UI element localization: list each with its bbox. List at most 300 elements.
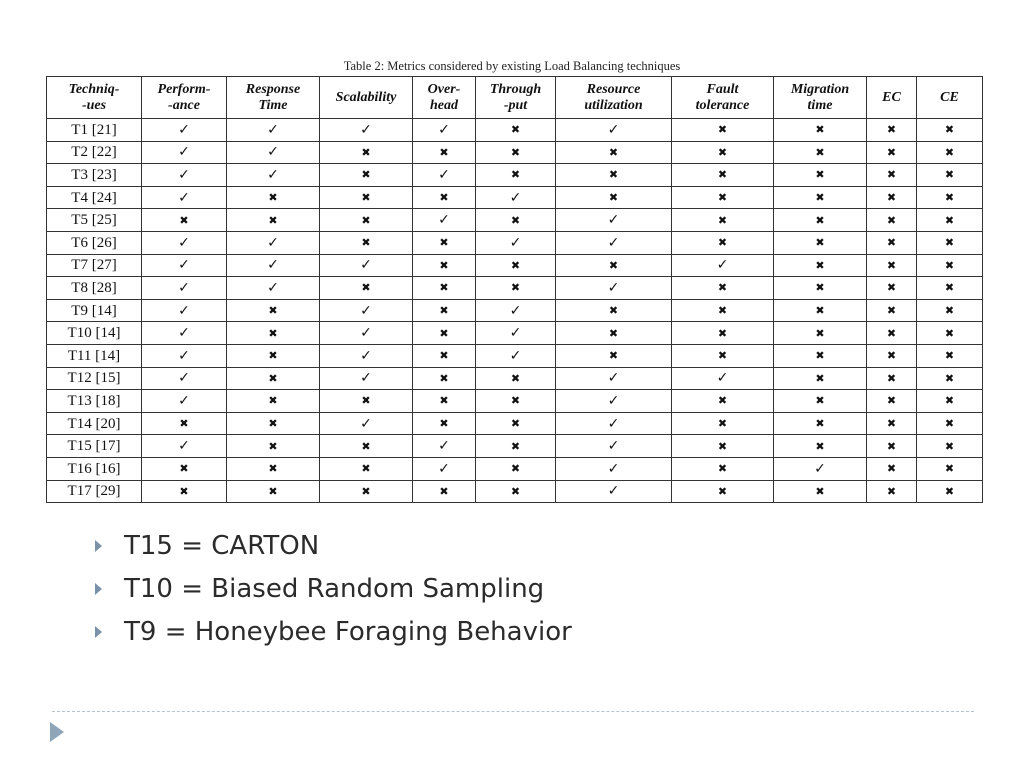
cross-icon: ✖ — [608, 168, 619, 182]
metric-cell — [227, 209, 320, 232]
technique-label: T9 [14] — [47, 299, 142, 322]
metric-cell — [867, 141, 917, 164]
table-row — [47, 367, 983, 390]
check-icon: ✓ — [178, 392, 190, 409]
metric-cell — [476, 277, 556, 300]
metric-cell — [413, 141, 476, 164]
check-icon: ✓ — [360, 415, 372, 432]
cross-icon: ✖ — [944, 462, 955, 476]
metric-cell — [227, 186, 320, 209]
column-header — [556, 77, 672, 119]
column-header-text: Techniq- — [68, 81, 120, 97]
metric-cell — [413, 164, 476, 187]
check-icon: ✓ — [607, 212, 620, 229]
metric-cell — [774, 254, 867, 277]
metric-cell — [142, 412, 227, 435]
metric-cell — [867, 344, 917, 367]
metric-cell — [320, 322, 413, 345]
cross-icon: ✖ — [815, 484, 825, 498]
metric-cell — [227, 367, 320, 390]
technique-label: T3 [23] — [47, 164, 142, 187]
cross-icon: ✖ — [944, 394, 955, 408]
metric-cell — [556, 299, 672, 322]
cross-icon: ✖ — [439, 484, 449, 498]
metric-cell — [917, 254, 983, 277]
cross-icon: ✖ — [815, 326, 825, 340]
metrics-table — [46, 76, 983, 503]
check-icon: ✓ — [178, 302, 190, 319]
footer-triangle-icon — [50, 722, 64, 742]
cross-icon: ✖ — [361, 236, 371, 250]
cross-icon: ✖ — [179, 484, 189, 498]
column-header — [413, 77, 476, 119]
check-icon: ✓ — [509, 347, 522, 364]
metric-cell — [476, 322, 556, 345]
column-header-text: CE — [940, 89, 959, 105]
metric-cell — [867, 412, 917, 435]
cross-icon: ✖ — [268, 439, 278, 453]
metric-cell — [867, 119, 917, 142]
cross-icon: ✖ — [717, 123, 728, 137]
metric-cell — [476, 367, 556, 390]
column-header-text: Response — [245, 81, 301, 97]
column-header-text: -put — [503, 97, 528, 113]
table-row — [47, 322, 983, 345]
column-header — [774, 77, 867, 119]
metric-cell — [867, 231, 917, 254]
metric-cell — [917, 457, 983, 480]
check-icon: ✓ — [178, 325, 190, 342]
cross-icon: ✖ — [717, 462, 728, 476]
column-header — [320, 77, 413, 119]
metric-cell — [774, 186, 867, 209]
cross-icon: ✖ — [268, 213, 278, 227]
bullet-text: T9 = Honeybee Foraging Behavior — [124, 617, 572, 647]
check-icon: ✓ — [178, 189, 190, 206]
table-header-row — [47, 77, 983, 119]
metric-cell — [672, 119, 774, 142]
metric-cell — [867, 457, 917, 480]
metric-cell — [413, 277, 476, 300]
table-row — [47, 231, 983, 254]
column-header — [47, 77, 142, 119]
metric-cell — [917, 186, 983, 209]
metric-cell — [476, 412, 556, 435]
metric-cell — [142, 457, 227, 480]
metric-cell — [227, 322, 320, 345]
metric-cell — [672, 480, 774, 503]
metric-cell — [476, 164, 556, 187]
check-icon: ✓ — [814, 460, 826, 477]
cross-icon: ✖ — [815, 168, 825, 182]
check-icon: ✓ — [607, 279, 620, 296]
cross-icon: ✖ — [268, 462, 278, 476]
cross-icon: ✖ — [886, 417, 897, 431]
cross-icon: ✖ — [268, 326, 278, 340]
check-icon: ✓ — [438, 438, 450, 455]
check-icon: ✓ — [716, 370, 729, 387]
cross-icon: ✖ — [361, 439, 371, 453]
cross-icon: ✖ — [886, 236, 897, 250]
cross-icon: ✖ — [815, 281, 825, 295]
metric-cell — [774, 435, 867, 458]
metric-cell — [142, 254, 227, 277]
bullet-list — [92, 528, 572, 657]
cross-icon: ✖ — [439, 236, 449, 250]
cross-icon: ✖ — [944, 213, 955, 227]
metric-cell — [774, 299, 867, 322]
footer-divider — [52, 711, 974, 712]
metric-cell — [142, 435, 227, 458]
cross-icon: ✖ — [944, 168, 955, 182]
metric-cell — [142, 480, 227, 503]
check-icon: ✓ — [509, 325, 522, 342]
check-icon: ✓ — [178, 144, 190, 161]
metric-cell — [774, 322, 867, 345]
column-header-text: utilization — [584, 97, 643, 113]
cross-icon: ✖ — [717, 236, 728, 250]
metric-cell — [320, 254, 413, 277]
metric-cell — [413, 322, 476, 345]
metric-cell — [672, 186, 774, 209]
cross-icon: ✖ — [608, 326, 619, 340]
metric-cell — [917, 322, 983, 345]
column-header-text: Fault — [706, 81, 739, 97]
table-row — [47, 299, 983, 322]
metric-cell — [142, 164, 227, 187]
cross-icon: ✖ — [717, 213, 728, 227]
metric-cell — [917, 435, 983, 458]
metric-cell — [476, 209, 556, 232]
technique-label: T8 [28] — [47, 277, 142, 300]
cross-icon: ✖ — [510, 168, 521, 182]
cross-icon: ✖ — [608, 191, 619, 205]
technique-label: T4 [24] — [47, 186, 142, 209]
cross-icon: ✖ — [886, 145, 897, 159]
cross-icon: ✖ — [361, 213, 371, 227]
metric-cell — [867, 322, 917, 345]
column-header — [142, 77, 227, 119]
column-header-text: Scalability — [335, 89, 397, 105]
metric-cell — [142, 141, 227, 164]
cross-icon: ✖ — [510, 281, 521, 295]
cross-icon: ✖ — [886, 258, 897, 272]
metric-cell — [774, 231, 867, 254]
metric-cell — [672, 277, 774, 300]
check-icon: ✓ — [360, 302, 372, 319]
check-icon: ✓ — [607, 370, 620, 387]
check-icon: ✓ — [438, 212, 450, 229]
table-row — [47, 164, 983, 187]
metric-cell — [672, 344, 774, 367]
metric-cell — [142, 277, 227, 300]
metric-cell — [917, 209, 983, 232]
cross-icon: ✖ — [439, 191, 449, 205]
metric-cell — [917, 141, 983, 164]
cross-icon: ✖ — [717, 326, 728, 340]
check-icon: ✓ — [267, 234, 279, 251]
metric-cell — [320, 277, 413, 300]
cross-icon: ✖ — [717, 281, 728, 295]
metric-cell — [413, 254, 476, 277]
metric-cell — [476, 186, 556, 209]
metric-cell — [476, 299, 556, 322]
metric-cell — [556, 390, 672, 413]
cross-icon: ✖ — [439, 417, 449, 431]
cross-icon: ✖ — [717, 484, 728, 498]
cross-icon: ✖ — [439, 304, 449, 318]
metric-cell — [867, 254, 917, 277]
check-icon: ✓ — [178, 121, 190, 138]
metric-cell — [320, 457, 413, 480]
cross-icon: ✖ — [886, 326, 897, 340]
cross-icon: ✖ — [439, 258, 449, 272]
metric-cell — [476, 390, 556, 413]
metric-cell — [672, 367, 774, 390]
metric-cell — [774, 412, 867, 435]
metric-cell — [413, 299, 476, 322]
cross-icon: ✖ — [886, 304, 897, 318]
metric-cell — [672, 141, 774, 164]
metric-cell — [227, 277, 320, 300]
cross-icon: ✖ — [717, 394, 728, 408]
metric-cell — [320, 390, 413, 413]
cross-icon: ✖ — [815, 213, 825, 227]
metric-cell — [476, 435, 556, 458]
cross-icon: ✖ — [886, 371, 897, 385]
column-header-text: head — [430, 97, 458, 113]
check-icon: ✓ — [607, 438, 620, 455]
metric-cell — [413, 412, 476, 435]
cross-icon: ✖ — [510, 371, 521, 385]
cross-icon: ✖ — [944, 281, 955, 295]
cross-icon: ✖ — [268, 394, 278, 408]
column-header-text: Time — [258, 97, 288, 113]
table-row — [47, 141, 983, 164]
column-header-text: Migration — [790, 81, 850, 97]
metric-cell — [227, 119, 320, 142]
cross-icon: ✖ — [510, 394, 521, 408]
check-icon: ✓ — [716, 257, 729, 274]
technique-label: T2 [22] — [47, 141, 142, 164]
check-icon: ✓ — [178, 370, 190, 387]
metric-cell — [556, 344, 672, 367]
metric-cell — [142, 231, 227, 254]
cross-icon: ✖ — [815, 349, 825, 363]
cross-icon: ✖ — [510, 213, 521, 227]
metric-cell — [774, 480, 867, 503]
check-icon: ✓ — [178, 166, 190, 183]
table-caption: Table 2: Metrics considered by existing Load Balancing techniques — [343, 59, 681, 73]
table-row — [47, 186, 983, 209]
metric-cell — [917, 390, 983, 413]
metric-cell — [867, 164, 917, 187]
metric-cell — [774, 344, 867, 367]
cross-icon: ✖ — [944, 236, 955, 250]
check-icon: ✓ — [438, 166, 450, 183]
cross-icon: ✖ — [268, 417, 278, 431]
metric-cell — [556, 164, 672, 187]
column-header-text: tolerance — [695, 97, 750, 113]
cross-icon: ✖ — [944, 123, 955, 137]
cross-icon: ✖ — [361, 394, 371, 408]
cross-icon: ✖ — [510, 439, 521, 453]
cross-icon: ✖ — [510, 417, 521, 431]
metric-cell — [917, 480, 983, 503]
column-header-text: -ance — [168, 97, 200, 113]
check-icon: ✓ — [360, 370, 372, 387]
cross-icon: ✖ — [886, 281, 897, 295]
cross-icon: ✖ — [717, 304, 728, 318]
cross-icon: ✖ — [510, 145, 521, 159]
metric-cell — [867, 480, 917, 503]
column-header-text: Perform- — [157, 81, 211, 97]
technique-label: T13 [18] — [47, 390, 142, 413]
column-header-text: Through — [489, 81, 542, 97]
cross-icon: ✖ — [815, 191, 825, 205]
metric-cell — [320, 435, 413, 458]
metric-cell — [867, 299, 917, 322]
metric-cell — [320, 231, 413, 254]
technique-label: T10 [14] — [47, 322, 142, 345]
technique-label: T5 [25] — [47, 209, 142, 232]
cross-icon: ✖ — [815, 304, 825, 318]
metric-cell — [774, 277, 867, 300]
column-header — [917, 77, 983, 119]
cross-icon: ✖ — [944, 191, 955, 205]
check-icon: ✓ — [607, 234, 620, 251]
metric-cell — [672, 457, 774, 480]
metric-cell — [556, 322, 672, 345]
cross-icon: ✖ — [361, 191, 371, 205]
cross-icon: ✖ — [361, 281, 371, 295]
column-header-text: EC — [882, 89, 901, 105]
metric-cell — [320, 209, 413, 232]
metric-cell — [867, 186, 917, 209]
cross-icon: ✖ — [268, 484, 278, 498]
metric-cell — [142, 209, 227, 232]
cross-icon: ✖ — [815, 439, 825, 453]
check-icon: ✓ — [178, 438, 190, 455]
check-icon: ✓ — [360, 347, 372, 364]
metric-cell — [476, 480, 556, 503]
metric-cell — [774, 390, 867, 413]
metric-cell — [774, 119, 867, 142]
cross-icon: ✖ — [944, 439, 955, 453]
cross-icon: ✖ — [944, 304, 955, 318]
metric-cell — [142, 322, 227, 345]
table-row — [47, 480, 983, 503]
cross-icon: ✖ — [510, 258, 521, 272]
metric-cell — [917, 299, 983, 322]
metric-cell — [867, 209, 917, 232]
cross-icon: ✖ — [608, 304, 619, 318]
table-row — [47, 457, 983, 480]
metric-cell — [867, 390, 917, 413]
technique-label: T12 [15] — [47, 367, 142, 390]
technique-label: T6 [26] — [47, 231, 142, 254]
metric-cell — [672, 435, 774, 458]
cross-icon: ✖ — [608, 349, 619, 363]
metric-cell — [867, 277, 917, 300]
metric-cell — [556, 435, 672, 458]
metric-cell — [413, 367, 476, 390]
metric-cell — [227, 164, 320, 187]
bullet-text: T15 = CARTON — [124, 531, 320, 561]
metric-cell — [774, 367, 867, 390]
cross-icon: ✖ — [717, 191, 728, 205]
metric-cell — [227, 231, 320, 254]
metric-cell — [556, 277, 672, 300]
metric-cell — [142, 119, 227, 142]
check-icon: ✓ — [178, 347, 190, 364]
metric-cell — [476, 119, 556, 142]
check-icon: ✓ — [360, 325, 372, 342]
technique-label: T14 [20] — [47, 412, 142, 435]
metric-cell — [867, 367, 917, 390]
bullet-item — [92, 614, 572, 657]
metric-cell — [413, 186, 476, 209]
metric-cell — [476, 254, 556, 277]
cross-icon: ✖ — [944, 349, 955, 363]
metric-cell — [917, 367, 983, 390]
metric-cell — [413, 209, 476, 232]
cross-icon: ✖ — [268, 191, 278, 205]
cross-icon: ✖ — [361, 462, 371, 476]
cross-icon: ✖ — [361, 168, 371, 182]
metric-cell — [320, 164, 413, 187]
column-header — [867, 77, 917, 119]
check-icon: ✓ — [267, 144, 279, 161]
column-header-text: time — [807, 97, 833, 113]
metric-cell — [413, 119, 476, 142]
metric-cell — [320, 480, 413, 503]
cross-icon: ✖ — [179, 462, 189, 476]
cross-icon: ✖ — [268, 304, 278, 318]
check-icon: ✓ — [607, 460, 620, 477]
cross-icon: ✖ — [815, 371, 825, 385]
cross-icon: ✖ — [944, 417, 955, 431]
metric-cell — [917, 277, 983, 300]
metric-cell — [556, 119, 672, 142]
cross-icon: ✖ — [886, 439, 897, 453]
metric-cell — [227, 344, 320, 367]
metric-cell — [320, 412, 413, 435]
cross-icon: ✖ — [944, 145, 955, 159]
metric-cell — [774, 164, 867, 187]
metric-cell — [917, 231, 983, 254]
cross-icon: ✖ — [886, 191, 897, 205]
check-icon: ✓ — [438, 460, 450, 477]
metric-cell — [476, 344, 556, 367]
metric-cell — [227, 435, 320, 458]
metric-cell — [867, 435, 917, 458]
metric-cell — [227, 390, 320, 413]
cross-icon: ✖ — [268, 371, 278, 385]
technique-label: T17 [29] — [47, 480, 142, 503]
cross-icon: ✖ — [815, 145, 825, 159]
metric-cell — [672, 299, 774, 322]
metric-cell — [227, 412, 320, 435]
cross-icon: ✖ — [886, 168, 897, 182]
metric-cell — [476, 231, 556, 254]
metric-cell — [476, 141, 556, 164]
cross-icon: ✖ — [268, 349, 278, 363]
metric-cell — [774, 209, 867, 232]
check-icon: ✓ — [178, 234, 190, 251]
check-icon: ✓ — [438, 121, 450, 138]
check-icon: ✓ — [607, 415, 620, 432]
